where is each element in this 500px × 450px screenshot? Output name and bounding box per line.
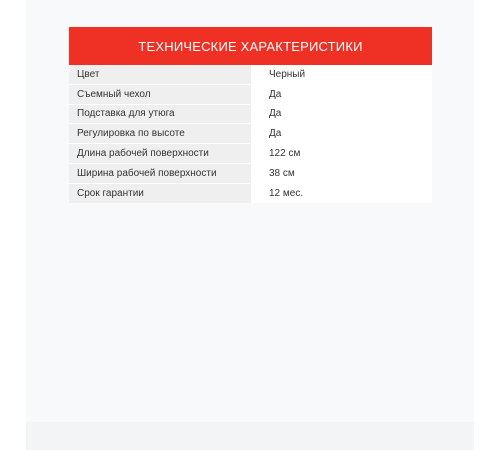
specs-block: [69, 27, 432, 203]
spec-name-iron-rest: Подставка для утюга: [69, 104, 252, 124]
spec-name-surface-width: Ширина рабочей поверхности: [69, 163, 252, 183]
table-row: [69, 104, 432, 124]
specs-title: ТЕХНИЧЕСКИЕ ХАРАКТЕРИСТИКИ: [69, 27, 432, 65]
table-row: [69, 183, 432, 202]
spec-value-warranty: 12 мес.: [252, 183, 432, 202]
page-panel: [26, 0, 474, 450]
specs-table: [69, 65, 432, 203]
table-row: [69, 144, 432, 164]
table-row: [69, 163, 432, 183]
spec-value-height-adjust: Да: [252, 124, 432, 144]
table-row: [69, 84, 432, 104]
table-row: [69, 65, 432, 84]
spec-value-iron-rest: Да: [252, 104, 432, 124]
table-row: [69, 124, 432, 144]
spec-name-removable-cover: Съемный чехол: [69, 84, 252, 104]
footer-strip: [26, 422, 474, 450]
spec-name-color: Цвет: [69, 65, 252, 84]
spec-name-surface-length: Длина рабочей поверхности: [69, 144, 252, 164]
spec-value-surface-length: 122 см: [252, 144, 432, 164]
spec-value-color: Черный: [252, 65, 432, 84]
spec-name-warranty: Срок гарантии: [69, 183, 252, 202]
spec-value-removable-cover: Да: [252, 84, 432, 104]
spec-name-height-adjust: Регулировка по высоте: [69, 124, 252, 144]
spec-value-surface-width: 38 см: [252, 163, 432, 183]
